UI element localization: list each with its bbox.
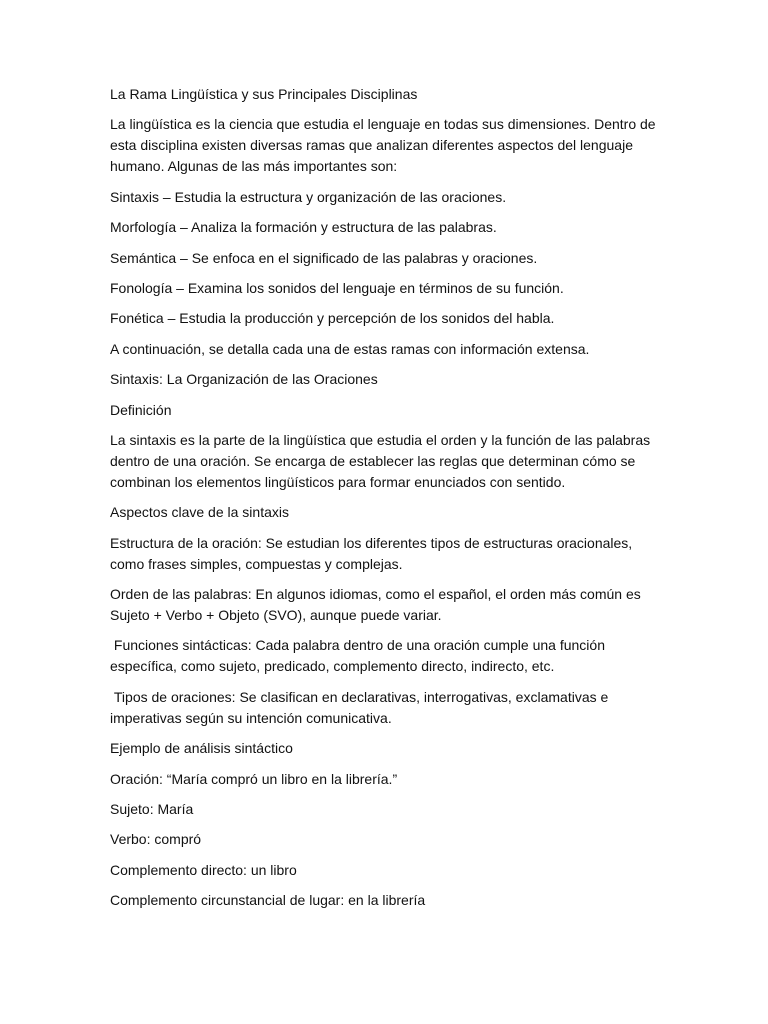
example-verbo: Verbo: compró [110, 831, 202, 848]
aspect-funciones: Funciones sintácticas: Cada palabra dentro de una oración cumple una función específica, como sujeto, predicado, complemento directo, indirecto, etc. [110, 637, 609, 675]
example-sujeto: Sujeto: María [110, 801, 194, 818]
aspect-estructura: Estructura de la oración: Se estudian los diferentes tipos de estructuras oracionales, como frases simples, compuestas y complejas. [110, 534, 637, 572]
branch-item-sintaxis: Sintaxis – Estudia la estructura y organización de las oraciones. [110, 188, 507, 205]
example-complemento-circunstancial: Complemento circunstancial de lugar: en la librería [110, 892, 426, 909]
branch-item-fonologia: Fonología – Examina los sonidos del lenguaje en términos de su función. [110, 279, 564, 296]
definition-paragraph: La sintaxis es la parte de la lingüística que estudia el orden y la función de las palabras dentro de una oración. Se encarga de establecer las reglas que determinan cómo se combinan los elementos lingüísticos para formar enunciados con sentido. [110, 431, 655, 490]
section-heading-sintaxis: Sintaxis: La Organización de las Oraciones [110, 371, 378, 388]
subheading-definicion: Definición [110, 401, 172, 418]
document-title: La Rama Lingüística y sus Principales Disciplinas [110, 86, 418, 102]
document-body [110, 84, 662, 921]
branch-item-semantica: Semántica – Se enfoca en el significado de las palabras y oraciones. [110, 249, 538, 266]
aspect-orden: Orden de las palabras: En algunos idiomas, como el español, el orden más común es Sujeto + Verbo + Objeto (SVO), aunque puede variar. [110, 586, 645, 624]
subheading-aspectos: Aspectos clave de la sintaxis [110, 504, 289, 521]
transition-paragraph: A continuación, se detalla cada una de estas ramas con información extensa. [110, 340, 590, 357]
aspect-tipos: Tipos de oraciones: Se clasifican en declarativas, interrogativas, exclamativas e imperativas según su intención comunicativa. [110, 688, 613, 726]
branch-item-morfologia: Morfología – Analiza la formación y estructura de las palabras. [110, 219, 497, 236]
intro-paragraph: La lingüística es la ciencia que estudia el lenguaje en todas sus dimensiones. Dentro de esta disciplina existen diversas ramas que analizan diferentes aspectos del lenguaje humano. Algunas de las más importantes son: [110, 116, 660, 175]
subheading-ejemplo: Ejemplo de análisis sintáctico [110, 740, 293, 757]
example-complemento-directo: Complemento directo: un libro [110, 861, 297, 878]
example-oracion: Oración: “María compró un libro en la librería.” [110, 770, 398, 787]
branch-item-fonetica: Fonética – Estudia la producción y percepción de los sonidos del habla. [110, 310, 555, 327]
